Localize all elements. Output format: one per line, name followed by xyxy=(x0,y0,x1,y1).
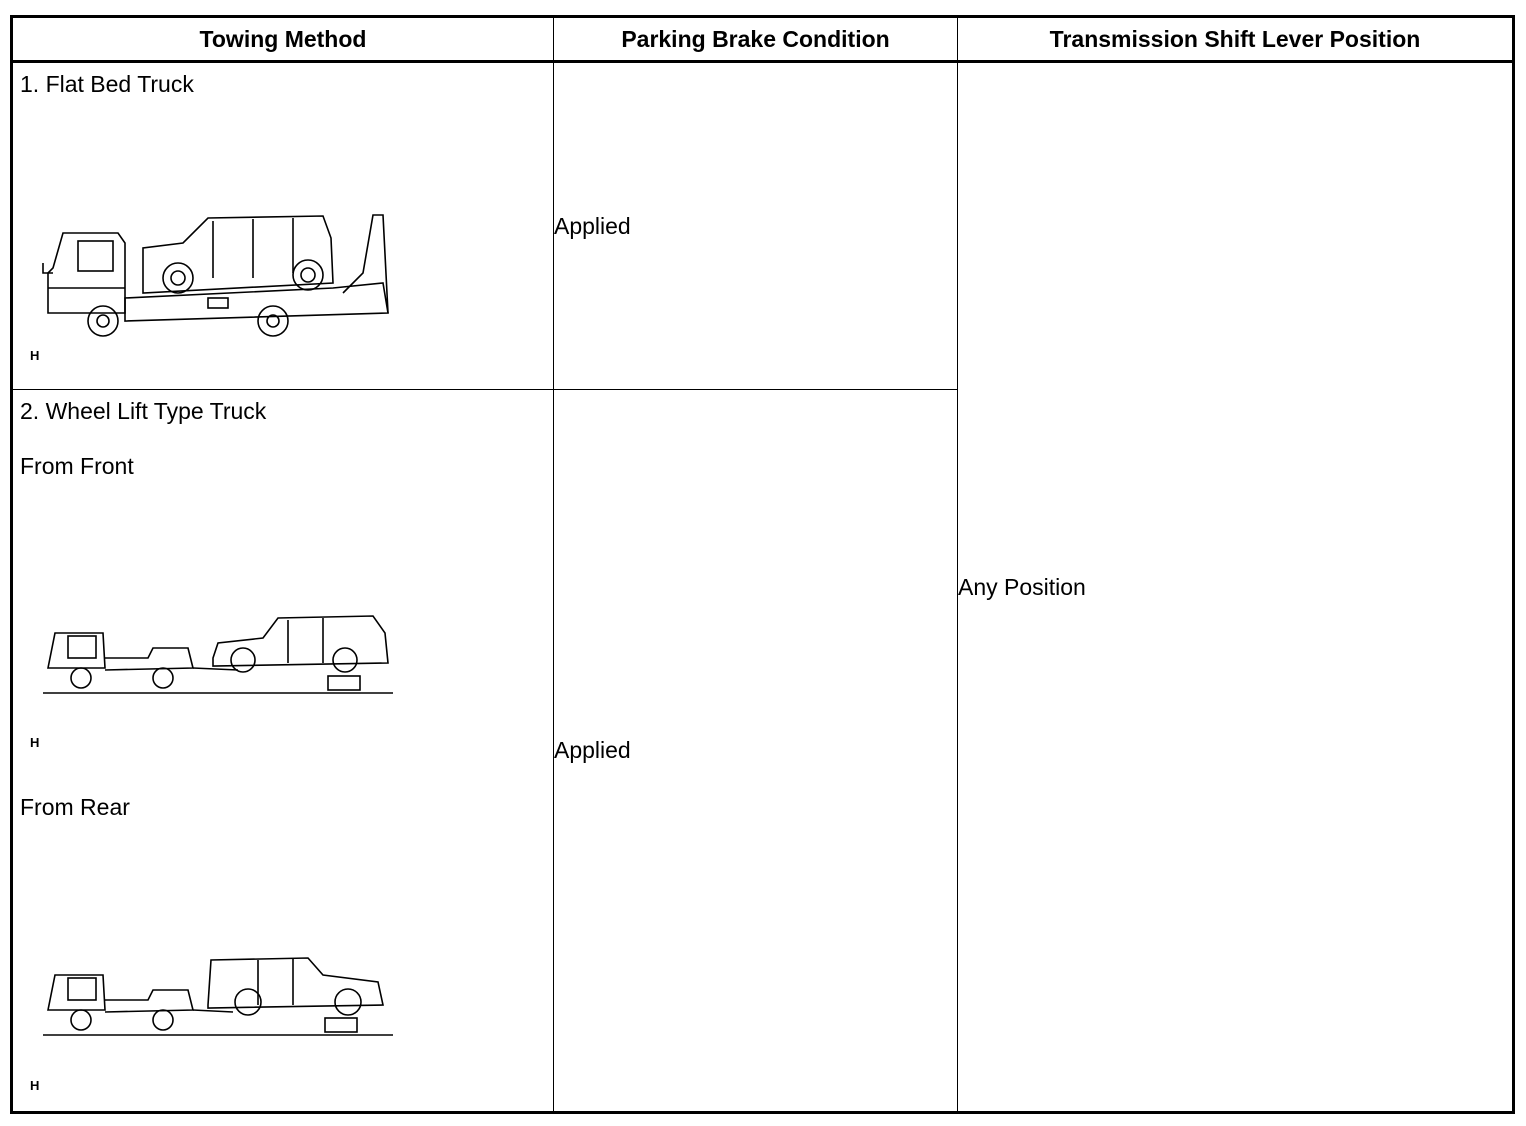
header-towing-method: Towing Method xyxy=(12,17,554,62)
towing-table xyxy=(10,15,1515,1114)
illustration-mark: H xyxy=(30,1078,40,1093)
sub-label-rear: From Rear xyxy=(20,794,130,820)
brake-cell-wheel-lift: Applied xyxy=(554,390,958,1113)
sub-label-front: From Front xyxy=(20,453,134,479)
wheel-lift-rear-illustration xyxy=(33,950,393,1042)
brake-cell-flat-bed: Applied xyxy=(554,62,958,390)
illustration-mark: H xyxy=(30,348,40,363)
method-cell-wheel-lift xyxy=(12,390,554,1113)
method-cell-flat-bed xyxy=(12,62,554,390)
method-label: 2. Wheel Lift Type Truck xyxy=(20,398,267,424)
illustration-mark: H xyxy=(30,735,40,750)
table-row xyxy=(12,62,1514,390)
header-parking-brake: Parking Brake Condition xyxy=(554,17,958,62)
header-shift-lever: Transmission Shift Lever Position xyxy=(958,17,1514,62)
wheel-lift-front-illustration xyxy=(33,608,393,700)
method-label: 1. Flat Bed Truck xyxy=(20,71,194,97)
shift-cell: Any Position xyxy=(958,62,1514,1113)
flat-bed-truck-illustration xyxy=(33,213,403,348)
